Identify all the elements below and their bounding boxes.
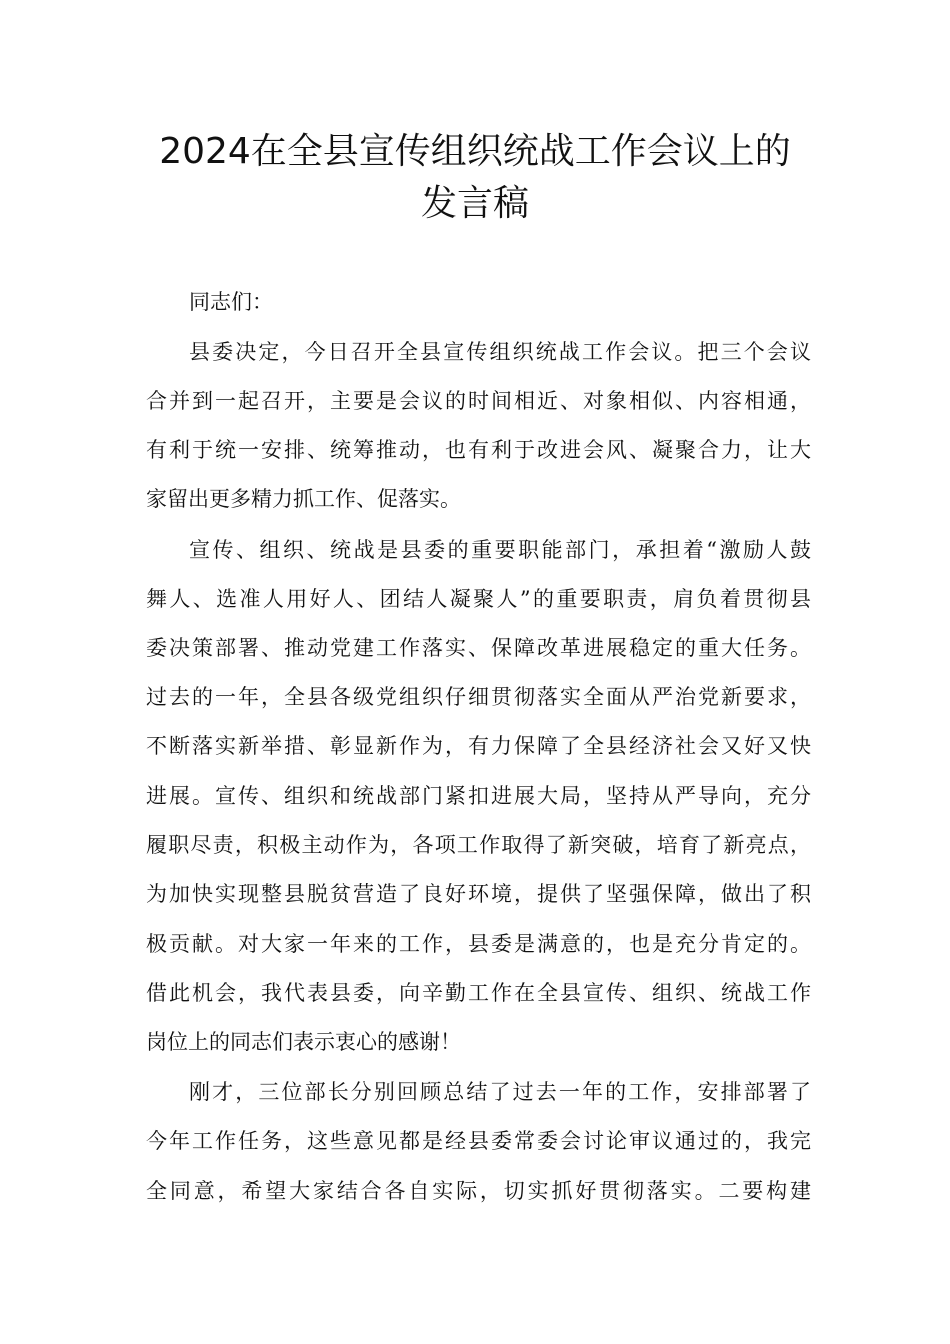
document-title-line-2: 发言稿 [420, 183, 529, 224]
paragraph-1-line-4: 家留出更多精力抓工作、促落实。 [146, 487, 461, 511]
paragraph-2-line-7: 履职尽责，积极主动作为，各项工作取得了新突破，培育了新亮点， [146, 833, 811, 857]
paragraph-1-line-1: 县委决定，今日召开全县宣传组织统战工作会议。把三个会议 [189, 340, 811, 364]
paragraph-2-line-4: 过去的一年，全县各级党组织仔细贯彻落实全面从严治党新要求， [146, 685, 811, 709]
paragraph-2-line-11: 岗位上的同志们表示衷心的感谢！ [146, 1030, 461, 1054]
paragraph-1-line-3: 有利于统一安排、统筹推动，也有利于改进会风、凝聚合力，让大 [146, 438, 811, 462]
paragraph-2-line-1: 宣传、组织、统战是县委的重要职能部门，承担着“激励人鼓 [189, 538, 811, 562]
paragraph-3-line-1: 刚才，三位部长分别回顾总结了过去一年的工作，安排部署了 [189, 1080, 811, 1104]
paragraph-2-line-2: 舞人、选准人用好人、团结人凝聚人”的重要职责，肩负着贯彻县 [146, 587, 811, 611]
paragraph-2-line-10: 借此机会，我代表县委，向辛勤工作在全县宣传、组织、统战工作 [146, 981, 811, 1005]
paragraph-3-line-3: 全同意，希望大家结合各自实际，切实抓好贯彻落实。二要构建 [146, 1179, 811, 1203]
paragraph-1-line-2: 合并到一起召开，主要是会议的时间相近、对象相似、内容相通， [146, 389, 811, 413]
paragraph-2-line-9: 极贡献。对大家一年来的工作，县委是满意的，也是充分肯定的。 [146, 932, 811, 956]
paragraph-3-line-2: 今年工作任务，这些意见都是经县委常委会讨论审议通过的，我完 [146, 1129, 811, 1153]
salutation: 同志们： [189, 290, 273, 314]
document-title-line-1: 2024在全县宣传组织统战工作会议上的 [159, 131, 791, 172]
paragraph-2-line-3: 委决策部署、推动党建工作落实、保障改革进展稳定的重大任务。 [146, 636, 811, 660]
paragraph-2-line-8: 为加快实现整县脱贫营造了良好环境，提供了坚强保障，做出了积 [146, 882, 811, 906]
paragraph-2-line-5: 不断落实新举措、彰显新作为，有力保障了全县经济社会又好又快 [146, 734, 811, 758]
paragraph-2-line-6: 进展。宣传、组织和统战部门紧扣进展大局，坚持从严导向，充分 [146, 784, 811, 808]
